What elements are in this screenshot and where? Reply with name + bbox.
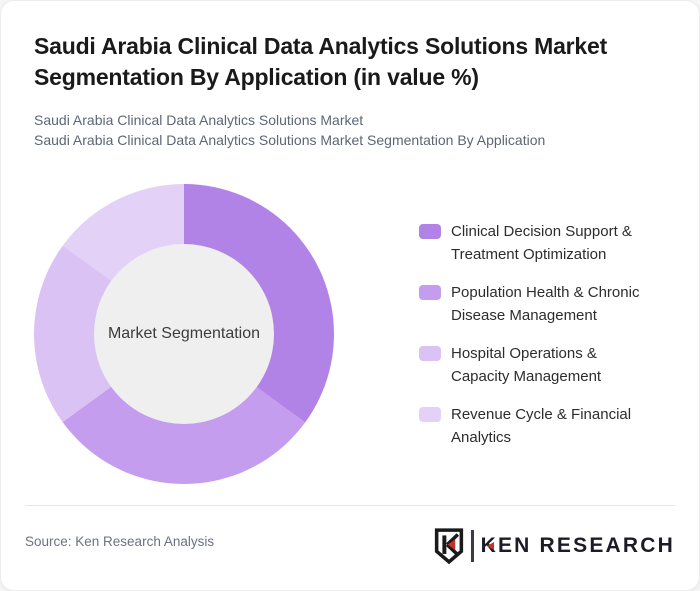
ken-research-logo [434,526,675,566]
legend-item-clinical-decision [419,220,684,266]
legend-label: Clinical Decision Support & Treatment Optimization [451,223,632,263]
subtitle-line-2: Saudi Arabia Clinical Data Analytics Solutions Market Segmentation By Application [34,132,546,148]
chart-legend [419,220,684,464]
page-title [34,31,684,93]
ken-research-shield-icon [434,527,464,565]
legend-label: Population Health & Chronic Disease Management [451,284,640,324]
legend-swatch-revenue-cycle [419,407,441,422]
footer-divider [25,505,675,506]
logo-separator-bar [471,530,474,562]
donut-hole [94,244,274,424]
legend-swatch-hospital-operations [419,346,441,361]
donut-chart [34,184,334,484]
legend-item-revenue-cycle [419,403,684,449]
legend-swatch-clinical-decision [419,224,441,239]
logo-red-wedge-icon [487,542,494,550]
donut-center-label: Market Segmentation [107,325,261,342]
legend-item-hospital-operations [419,342,684,388]
logo-brand-text [481,526,675,566]
legend-label: Revenue Cycle & Financial Analytics [451,406,632,446]
page-title-line-2: Segmentation By Application (in value %) [34,64,479,90]
legend-swatch-population-health [419,285,441,300]
subtitle [34,110,684,150]
legend-label: Hospital Operations & Capacity Management [451,345,602,385]
subtitle-line-1: Saudi Arabia Clinical Data Analytics Solutions Market [34,112,364,128]
source-note: Source: Ken Research Analysis [25,534,215,549]
page-title-line-1: Saudi Arabia Clinical Data Analytics Solutions Market [34,33,608,59]
legend-item-population-health [419,281,684,327]
logo-brand-k: K [480,534,498,557]
logo-brand-rest: EN RESEARCH [497,534,675,557]
